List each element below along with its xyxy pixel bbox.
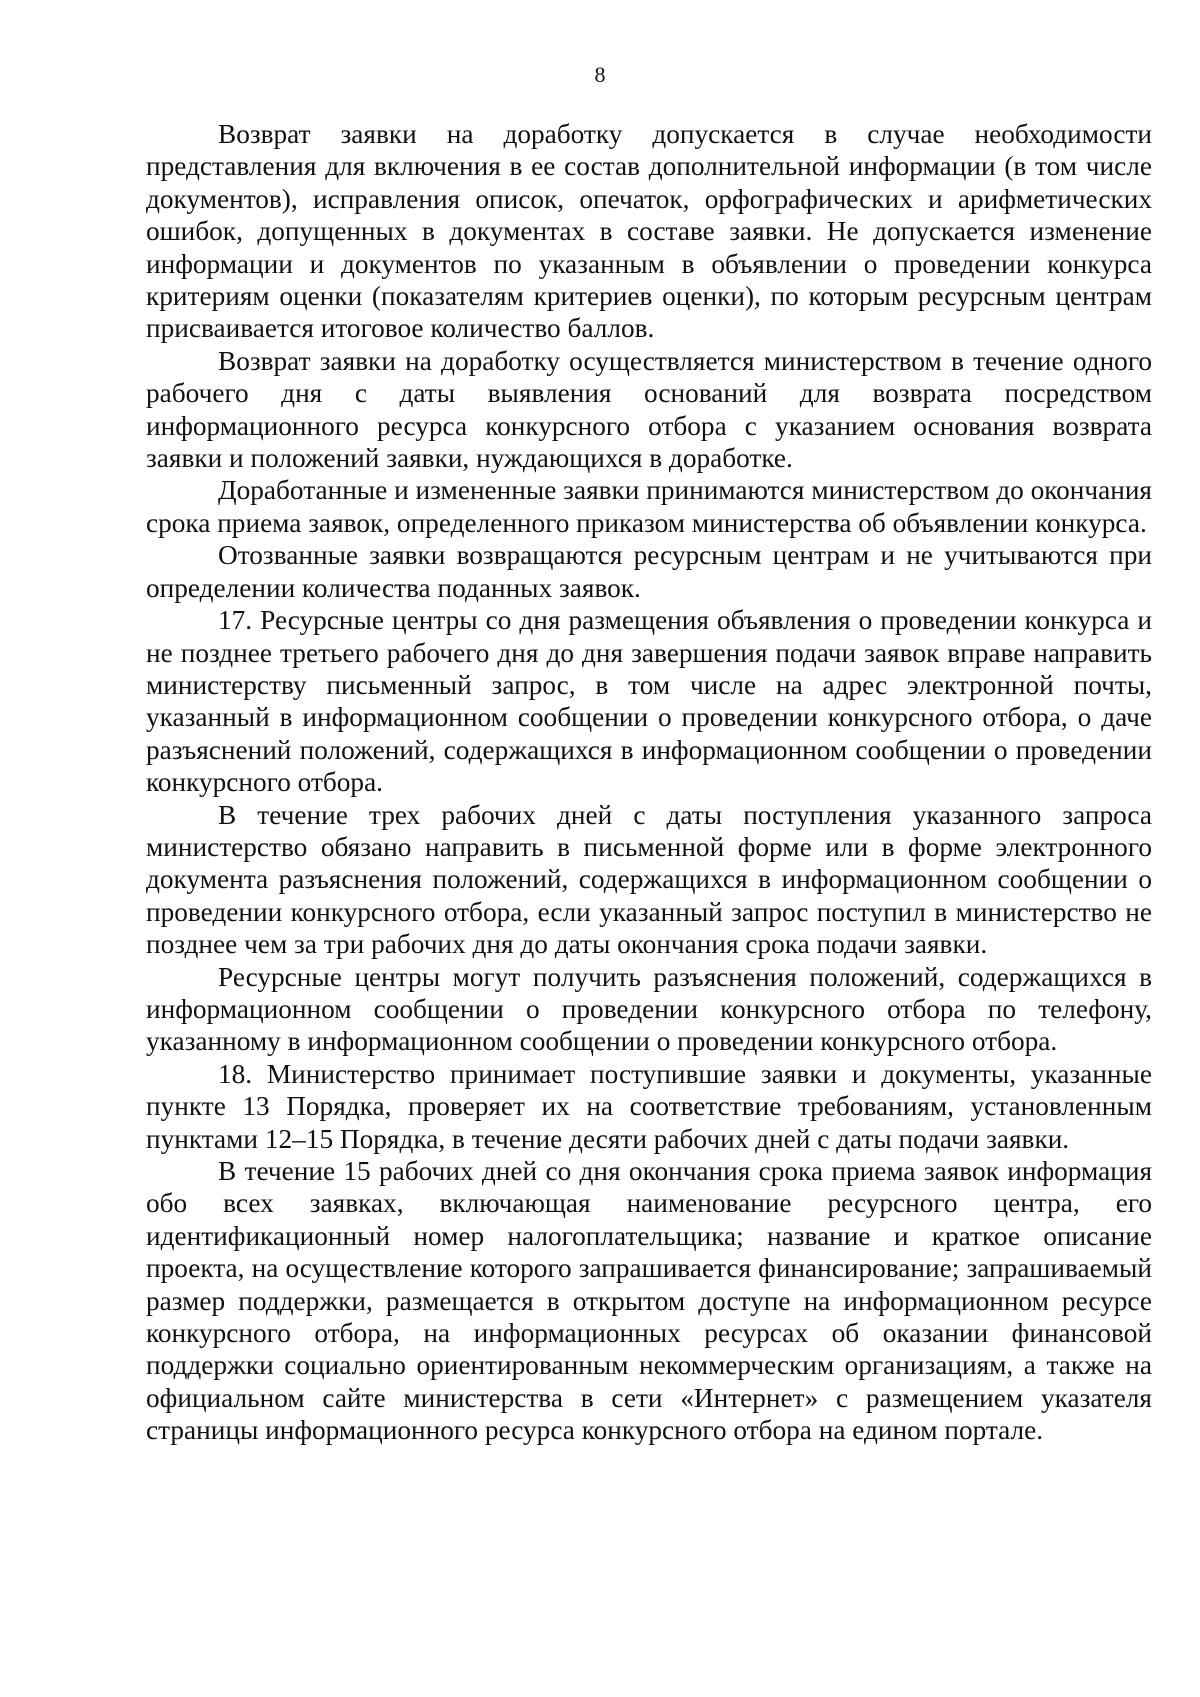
page-number: 8 <box>594 62 606 87</box>
paragraph: Возврат заявки на доработку допускается в случае необходимости представления для включения в ее состав дополнительной информации (в том числе документов), исправления описок, опечаток, орфографических и арифметических ошибок, допущенных в документах в составе заявки. Не допускается изменение информации и документов по указанным в объявлении о проведении конкурса критериям оценки (показателям критериев оценки), по которым ресурсным центрам присваивается итоговое количество баллов. <box>146 119 1152 344</box>
paragraph: Доработанные и измененные заявки принимаются министерством до окончания срока приема заявок, определенного приказом министерства об объявлении конкурса. <box>146 475 1152 538</box>
document-body <box>146 118 1152 1447</box>
paragraph: Отозванные заявки возвращаются ресурсным центрам и не учитываются при определении количества поданных заявок. <box>146 540 1152 603</box>
paragraph: Возврат заявки на доработку осуществляется министерством в течение одного рабочего дня с даты выявления оснований для возврата посредством информационного ресурса конкурсного отбора с указанием основания возврата заявки и положений заявки, нуждающихся в доработке. <box>146 345 1152 474</box>
paragraph: В течение 15 рабочих дней со дня окончания срока приема заявок информация обо всех заявках, включающая наименование ресурсного центра, его идентификационный номер налогоплательщика; название и краткое описание проекта, на осуществление которого запрашивается финансирование; запрашиваемый размер поддержки, размещается в открытом доступе на информационном ресурсе конкурсного отбора, на информационных ресурсах об оказании финансовой поддержки социально ориентированным некоммерческим организациям, а также на официальном сайте министерства в сети «Интернет» с размещением указателя страницы информационного ресурса конкурсного отбора на едином портале. <box>146 1156 1152 1446</box>
paragraph: Ресурсные центры могут получить разъяснения положений, содержащихся в информационном сообщении о проведении конкурсного отбора по телефону, указанному в информационном сообщении о проведении конкурсного отбора. <box>146 961 1152 1057</box>
paragraph: 17. Ресурсные центры со дня размещения объявления о проведении конкурса и не позднее третьего рабочего дня до дня завершения подачи заявок вправе направить министерству письменный запрос, в том числе на адрес электронной почты, указанный в информационном сообщении о проведении конкурсного отбора, о даче разъяснений положений, содержащихся в информационном сообщении о проведении конкурсного отбора. <box>146 605 1152 798</box>
paragraph: 18. Министерство принимает поступившие заявки и документы, указанные пункте 13 Порядка, проверяет их на соответствие требованиям, установленным пунктами 12–15 Порядка, в течение десяти рабочих дней с даты подачи заявки. <box>146 1058 1152 1154</box>
paragraph: В течение трех рабочих дней с даты поступления указанного запроса министерство обязано направить в письменной форме или в форме электронного документа разъяснения положений, содержащихся в информационном сообщении о проведении конкурсного отбора, если указанный запрос поступил в министерство не позднее чем за три рабочих дня до даты окончания срока подачи заявки. <box>146 799 1152 960</box>
